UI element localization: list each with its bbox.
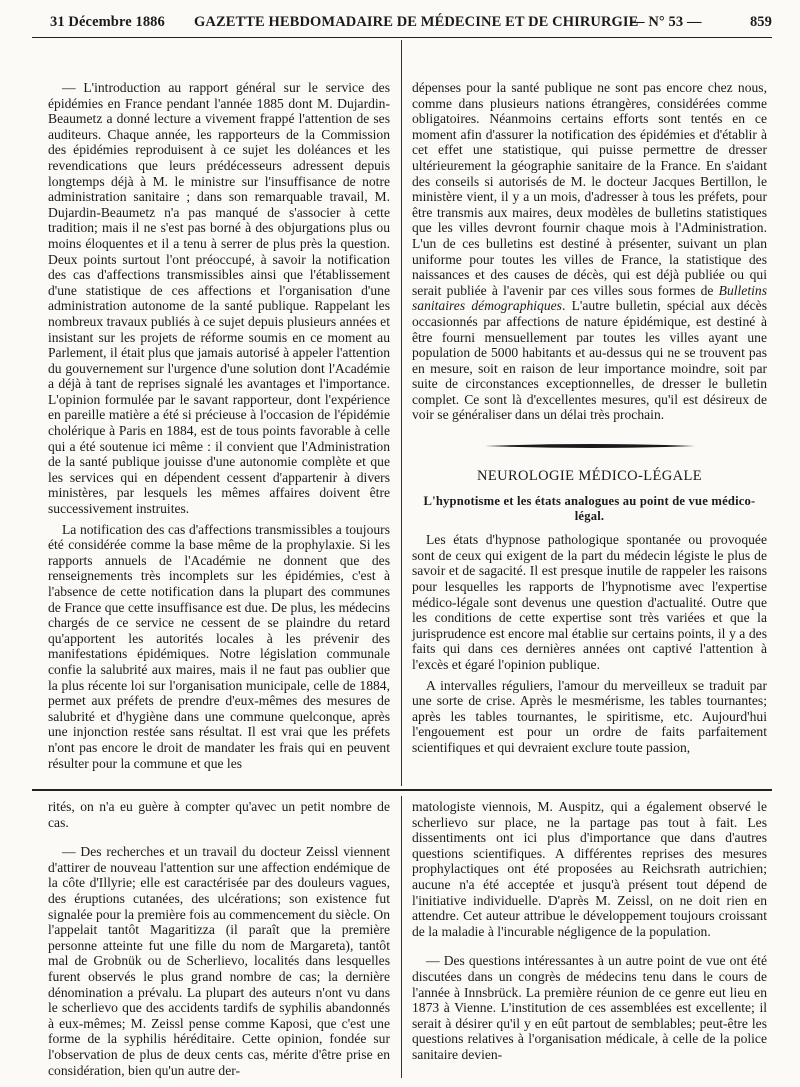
column-4 (412, 799, 767, 1063)
section-rule (32, 789, 772, 791)
paragraph-epidemic-report: — L'introduction au rapport général sur le service des épidémies en France pendant l'année 1885 dont M. Dujardin-Beaumetz a donné lecture a vivement frappé l'attention de ses auditeurs. Chaque année, les rapporteurs de la Commission des épidémies reproduisent à ce sujet les doléances et les revendications que leurs prédécesseurs adressent depuis longtemps déjà à M. le ministre sur l'insuffisance de notre administration sanitaire ; dans son remarquable travail, M. Dujardin-Beaumetz n'a pas manqué de s'associer à cette tradition; mais il ne s'est pas borné à des objurgations plus ou moins éloquentes et il a tenu à serrer de plus près la question. Deux points surtout l'ont préoccupé, à savoir la notification des cas d'affections transmissibles ainsi que l'établissement d'une statistique de ces affections et l'organisation d'une administration autonome de la santé publique. Rappelant les nombreux travaux publiés à ce sujet depuis plusieurs années et insistant sur les projets de réforme soumis en ce moment au Parlement, il était plus que jamais autorisé à appeler l'attention du gouvernement sur l'urgence d'une solution dont l'Académie a déjà à tant de reprises signalé les avantages et l'importance. L'opinion formulée par le savant rapporteur, dont l'expérience en pareille matière a été si précieuse à l'occasion de l'épidémie cholérique à Paris en 1884, est de tous points favorable à celle qui a été soutenue ici même : il convient que l'Administration de la santé publique jouisse d'une autonomie complète et que les services qui en dépendent cessent d'appartenir à divers ministères, par lesquels les mêmes affaires doivent être successivement instruites. (48, 80, 390, 517)
issue-date: 31 Décembre 1886 (50, 14, 165, 30)
section-subtitle: L'hypnotisme et les états analogues au point de vue médico-légal. (423, 494, 756, 524)
paragraph-innsbruck: — Des questions intéressantes à un autre point de vue ont été discutées dans un congrès de médecins tenu dans le cours de l'année à Innsbrück. La première réunion de ce genre eut lieu en 1873 à Vienne. L'institution de ces assemblées est excellente; il serait à désirer qu'il y en eût partout de semblables; peut-être les questions relatives à l'organisation médicale, à celle de la police sanitaire devien- (412, 953, 767, 1062)
bulletin-title-italic: Bulletins sanitaires démographiques (412, 282, 767, 314)
paragraph-statistics-end: . L'autre bulletin, spécial aux décès occasionnés par affections de nature épidémique, est destiné à être fourni mensuellement par toutes les villes ayant une population de 5000 habitants et au-dessus qui ne se trouvent pas en mesure, soit en raison de leur importance moindre, soit par suite de circonstances exceptionnelles, de dresser le bulletin complet. Ce sont là d'excellentes mesures, qu'il est désireux de voir se généraliser dans un délai très prochain. (412, 298, 767, 423)
paragraph-zeissl: — Des recherches et un travail du docteur Zeissl viennent d'attirer de nouveau l'attention sur une affection endémique de la côte d'Illyrie; elle est caractérisée par des douleurs vagues, des éruptions cutanées, des ulcérations; son existence fut signalée pour la première fois au commencement du siècle. On l'appelait tantôt Magaritizza (il paraît que la première personne atteinte fut une fille du nom de Margareta), tantôt mal de Grobnük ou de Scherlievo, localités dans lesquelles furent observés le plus grand nombre de cas; la dernière dénomination a prévalu. La plupart des auteurs n'ont vu dans le scherlievo que des accidents tardifs de syphilis abandonnés à eux-mêmes; M. Zeissl pense comme Kaposi, que c'est une forme de la syphilis héréditaire. Cette opinion, fondée sur l'observation de plus de deux cents cas, mérite d'être prise en considération, bien qu'un autre der- (48, 844, 390, 1078)
running-header (32, 14, 772, 36)
paragraph-continuation: rités, on n'a eu guère à compter qu'avec un petit nombre de cas. (48, 799, 390, 830)
issue-number: — N° 53 — (630, 14, 702, 30)
header-rule (32, 37, 772, 38)
column-2 (412, 80, 767, 756)
paragraph-notification: La notification des cas d'affections transmissibles a toujours été considérée comme la base même de la prophylaxie. Si les rapports annuels de l'Académie ne donnent que des renseignements très incomplets sur les épidémies, c'est à l'absence de cette notification dans la plupart des communes de France que cette insuffisance est due. De plus, les médecins chargés de ce service ne cessent de se plaindre du retard qu'apportent les autorités locales à les prévenir des manifestations épidémiques. Notre législation communale confie la salubrité aux maires, mais il ne faut pas oublier que la plus récente loi sur l'organisation municipale, celle de 1884, permet aux préfets de prendre d'eux-mêmes des mesures de salubrité et d'hygiène dans une commune quelconque, après une injonction restée sans résultat. Il est vrai que les préfets n'ont pas encore le droit de mandater les frais qui en peuvent résulter pour la commune et que les (48, 521, 390, 771)
column-divider-bottom (401, 796, 402, 1078)
paragraph-auspitz: matologiste viennois, M. Auspitz, qui a également observé le scherlievo sur place, ne la partage pas tout à fait. Les dissentiments ont ici plus d'importance que dans d'autres questions scientifiques. A différentes reprises des mesures prophylactiques ont été proposées au Reichsrath autrichien; aucune n'a été acceptée et jusqu'à présent tout dépend de l'initiative individuelle. D'après M. Zeissl, on ne doit rien en attendre. Cet auteur attribue le développement toujours croissant de la maladie à l'incurable négligence de la population. (412, 799, 767, 939)
journal-title: GAZETTE HEBDOMADAIRE DE MÉDECINE ET DE CHIRURGIE (194, 14, 639, 30)
column-1 (48, 80, 390, 771)
ornament-line-icon (485, 443, 695, 449)
paragraph-hypnosis: Les états d'hypnose pathologique spontanée ou provoquée sont de ceux qui exigent de la part du médecin légiste le plus de savoir et de sagacité. Il est presque inutile de rappeler les raisons pour lesquelles les rapports de l'hypnotisme avec l'expertise médico-légale sont devenus une question d'actualité. Outre que les conditions de cette expertise sont très variées et que la jurisprudence est encore mal établie sur certains points, il y a des faits qui dans ces dernières années ont captivé l'attention à l'excès et égaré l'opinion publique. (412, 532, 767, 672)
paragraph-statistics (412, 80, 767, 423)
ornamental-rule (412, 437, 767, 453)
paragraph-marvellous: A intervalles réguliers, l'amour du merveilleux se traduit par une sorte de crise. Après le mesmérisme, les tables tournantes; après les tables tournantes, le spiritisme, etc. Aujourd'hui l'engouement est pour un ordre de faits parfaitement scientifiques et qui devraient exclure toute passion, (412, 677, 767, 755)
paragraph-statistics-text: dépenses pour la santé publique ne sont pas encore chez nous, comme dans plusieurs nations étrangères, considérées comme obligatoires. Néanmoins certains efforts sont tentés en ce moment afin d'assurer la notification des épidémies et d'établir à cet effet une statistique, qui puisse permettre de dresser ultérieurement la géographie sanitaire de la France. En s'aidant des conseils si autorisés de M. le docteur Jacques Bertillon, le ministère vient, il y a un mois, d'adresser à tous les préfets, pour être transmis aux maires, deux modèles de bulletins statistiques que les villes devront fournir chaque mois à l'Administration. L'un de ces bulletins est destiné à présenter, suivant un plan uniforme pour toutes les villes de France, la statistique des naissances et des causes de décès, qui est déjà publiée ou qui serait publiée à l'avenir par ces villes sous formes de (412, 80, 767, 298)
page-number: 859 (749, 14, 772, 30)
column-divider-top (401, 40, 402, 786)
section-title: NEUROLOGIE MÉDICO-LÉGALE (476, 467, 703, 484)
column-3 (48, 799, 390, 1078)
